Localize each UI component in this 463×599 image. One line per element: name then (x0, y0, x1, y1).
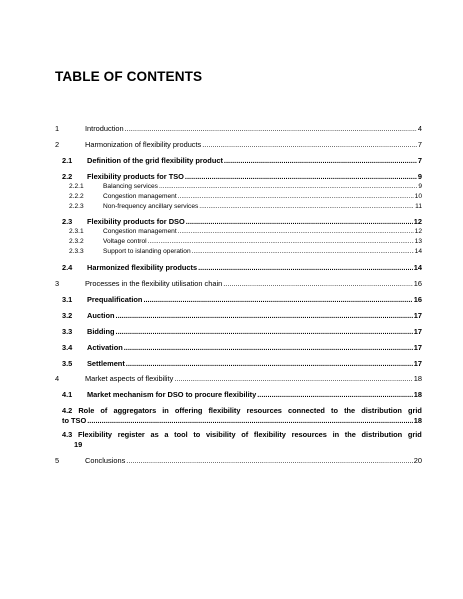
leader-dots (202, 141, 417, 148)
leader-dots (223, 280, 413, 287)
toc-entry-1[interactable] (55, 125, 422, 132)
toc-entry-3-5[interactable] (62, 360, 422, 367)
toc-number: 1 (55, 124, 60, 133)
leader-dots (198, 264, 413, 271)
toc-label: Balancing services (103, 183, 158, 190)
leader-dots (148, 239, 414, 246)
toc-label: Processes in the flexibility utilisation chain (85, 279, 223, 288)
toc-number: 4.2 (62, 406, 73, 415)
toc-word: resources (291, 430, 327, 439)
leader-dots (199, 204, 414, 211)
leader-dots (87, 417, 413, 424)
toc-page: 9 (417, 172, 422, 181)
toc-page: 18 (413, 390, 422, 399)
leader-dots (257, 391, 413, 398)
toc-label: Introduction (85, 124, 124, 133)
toc-label: Flexibility products for TSO (87, 172, 184, 181)
toc-word: of (241, 430, 249, 439)
toc-number: 2.3.2 (69, 238, 84, 245)
toc-number: 4.1 (62, 390, 73, 399)
leader-dots (178, 194, 414, 201)
toc-word: flexibility (253, 430, 286, 439)
toc-word: the (344, 406, 356, 415)
toc-word: grid (407, 406, 422, 415)
toc-page: 16 (413, 279, 422, 288)
toc-page: 4 (417, 124, 422, 133)
toc-label: Bidding (87, 327, 115, 336)
toc-word: to (331, 406, 338, 415)
toc-entry-2-2[interactable] (62, 173, 422, 180)
leader-dots (126, 360, 413, 367)
toc-label: Harmonization of flexibility products (85, 140, 202, 149)
toc-number: 2.2.3 (69, 203, 84, 210)
leader-dots (174, 375, 412, 382)
toc-word: tool (174, 430, 188, 439)
toc-word: distribution (361, 406, 402, 415)
toc-word: connected (287, 406, 325, 415)
toc-label: Harmonized flexibility products (87, 263, 198, 272)
toc-word: aggregators (113, 406, 157, 415)
toc-entry-2-3-2[interactable] (69, 239, 422, 246)
toc-number: 2.1 (62, 156, 73, 165)
toc-number: 2.4 (62, 263, 73, 272)
toc-word: of (100, 406, 108, 415)
leader-dots (186, 218, 413, 225)
toc-number: 2.2.2 (69, 193, 84, 200)
leader-dots (185, 173, 417, 180)
toc-word: offering (174, 406, 203, 415)
toc-label: Support to islanding operation (103, 248, 191, 255)
toc-word: register (117, 430, 145, 439)
toc-page: 17 (413, 359, 422, 368)
toc-word: distribution (361, 430, 403, 439)
toc-number: 3.5 (62, 359, 73, 368)
leader-dots (124, 344, 413, 351)
toc-page: 10 (414, 193, 422, 200)
toc-entry-2-3-3[interactable] (69, 249, 422, 256)
toc-page: 11 (415, 203, 422, 210)
toc-page: 20 (413, 456, 422, 465)
toc-entry-3-1[interactable] (62, 296, 422, 303)
toc-number: 5 (55, 456, 60, 465)
toc-entry-4-3[interactable] (62, 431, 422, 449)
toc-label: Market aspects of flexibility (85, 374, 174, 383)
toc-entry-4-1[interactable] (62, 391, 422, 398)
leader-dots (224, 157, 417, 164)
toc-entry-2[interactable] (55, 141, 422, 148)
toc-label: Definition of the grid flexibility product (87, 156, 223, 165)
toc-entry-2-3-1[interactable] (69, 229, 422, 236)
toc-number: 2.3.3 (69, 248, 84, 255)
leader-dots (143, 296, 412, 303)
toc-word: grid (407, 430, 422, 439)
leader-dots (116, 328, 413, 335)
toc-entry-3[interactable] (55, 280, 422, 287)
toc-word: flexibility (208, 406, 241, 415)
toc-number: 3.2 (62, 311, 73, 320)
toc-number: 3.4 (62, 343, 73, 352)
toc-entry-4-2[interactable] (62, 407, 422, 425)
toc-word: resources (246, 406, 282, 415)
leader-dots (159, 184, 417, 191)
toc-entry-5[interactable] (55, 457, 422, 464)
leader-dots (126, 457, 413, 464)
toc-word: a (164, 430, 169, 439)
toc-page: 12 (414, 228, 422, 235)
toc-number: 3 (55, 279, 60, 288)
toc-entry-2-2-2[interactable] (69, 194, 422, 201)
toc-word: visibility (205, 430, 236, 439)
toc-label-line1 (62, 431, 422, 438)
toc-page: 13 (414, 238, 422, 245)
toc-entry-3-4[interactable] (62, 344, 422, 351)
toc-word: as (150, 430, 159, 439)
toc-page: 14 (414, 248, 422, 255)
toc-label: Market mechanism for DSO to procure flexibility (87, 390, 257, 399)
toc-label: Conclusions (85, 456, 126, 465)
toc-page: 12 (413, 217, 422, 226)
toc-page: 17 (413, 343, 422, 352)
toc-page: 16 (413, 295, 422, 304)
toc-label: Auction (87, 311, 115, 320)
toc-label-line2: to TSO (62, 416, 87, 426)
toc-entry-2-1[interactable] (62, 157, 422, 164)
toc-number: 3.1 (62, 295, 73, 304)
toc-word: in (332, 430, 340, 439)
toc-number: 3.3 (62, 327, 73, 336)
toc-page: 14 (413, 263, 422, 272)
toc-page: 17 (413, 311, 422, 320)
toc-label: Settlement (87, 359, 125, 368)
toc-number: 4.3 (62, 430, 73, 439)
toc-page: 18 (413, 374, 422, 383)
toc-number: 2.3.1 (69, 228, 84, 235)
toc-label: Activation (87, 343, 123, 352)
toc-word: Flexibility (77, 430, 113, 439)
toc-entry-3-3[interactable] (62, 328, 422, 335)
toc-number: 2.3 (62, 217, 73, 226)
toc-entry-2-2-1[interactable] (69, 184, 422, 191)
page-title: TABLE OF CONTENTS (55, 69, 203, 84)
toc-label-line1 (62, 407, 422, 414)
toc-label-line2: 19 (74, 440, 83, 450)
toc-number: 4 (55, 374, 60, 383)
toc-page: 18 (413, 416, 422, 426)
toc-label: Prequalification (87, 295, 143, 304)
leader-dots (125, 125, 417, 132)
toc-entry-2-3[interactable] (62, 218, 422, 225)
toc-number: 2.2.1 (69, 183, 84, 190)
leader-dots (192, 249, 414, 256)
toc-label: Voltage control (103, 238, 147, 245)
toc-label: Non-frequency ancillary services (103, 203, 199, 210)
toc-number: 2 (55, 140, 60, 149)
toc-page: 9 (418, 183, 422, 190)
toc-label: Flexibility products for DSO (87, 217, 185, 226)
toc-entry-4[interactable] (55, 375, 422, 382)
toc-number: 2.2 (62, 172, 73, 181)
toc-entry-2-2-3[interactable] (69, 204, 422, 211)
toc-page: 7 (417, 140, 422, 149)
toc-entry-2-4[interactable] (62, 264, 422, 271)
toc-word: to (193, 430, 201, 439)
toc-word: Role (78, 406, 95, 415)
toc-label: Congestion management (103, 193, 177, 200)
leader-dots (116, 312, 413, 319)
toc-page: 17 (413, 327, 422, 336)
toc-word: in (162, 406, 169, 415)
toc-entry-3-2[interactable] (62, 312, 422, 319)
leader-dots (178, 229, 414, 236)
toc-label: Congestion management (103, 228, 177, 235)
toc-word: the (344, 430, 356, 439)
toc-page: 7 (417, 156, 422, 165)
